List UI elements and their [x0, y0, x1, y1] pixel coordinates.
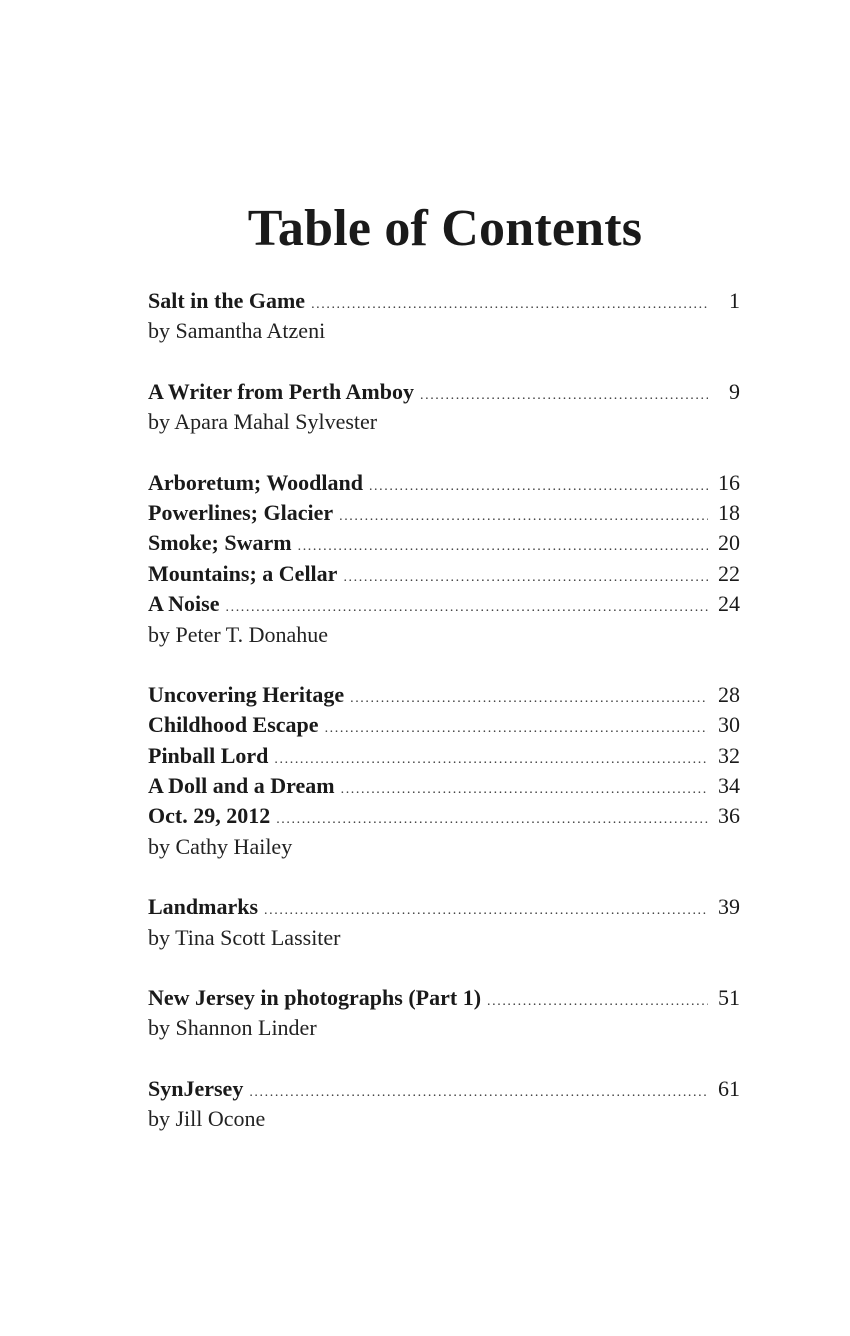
- dot-leader: [350, 684, 708, 714]
- entry-title: Uncovering Heritage: [148, 681, 345, 707]
- entry-title: Oct. 29, 2012: [148, 803, 271, 829]
- dot-leader: [420, 381, 708, 411]
- toc-entry: [148, 801, 740, 831]
- dot-leader: [343, 563, 708, 593]
- dot-leader: [369, 472, 708, 502]
- toc-entry: [148, 680, 740, 710]
- entry-author: by Apara Mahal Sylvester: [148, 409, 378, 435]
- dot-leader: [325, 714, 708, 744]
- toc-section: [148, 680, 740, 862]
- entry-author: by Shannon Linder: [148, 1015, 317, 1041]
- dot-leader: [298, 532, 708, 562]
- page-number: 18: [718, 499, 740, 525]
- page-number: 51: [718, 985, 740, 1011]
- entry-author: by Cathy Hailey: [148, 833, 293, 859]
- dot-leader: [339, 502, 708, 532]
- entry-title: SynJersey: [148, 1075, 244, 1101]
- toc-entry: [148, 377, 740, 407]
- entry-title: Mountains; a Cellar: [148, 560, 338, 586]
- toc-entry: [148, 589, 740, 619]
- dot-leader: [276, 805, 708, 835]
- dot-leader: [311, 290, 708, 320]
- page-number: 22: [718, 560, 740, 586]
- toc-entry: [148, 892, 740, 922]
- page-number: 61: [718, 1075, 740, 1101]
- toc-section: [148, 468, 740, 650]
- toc-entry: [148, 286, 740, 316]
- dot-leader: [274, 745, 708, 775]
- page-number: 36: [718, 803, 740, 829]
- toc-section: [148, 286, 740, 347]
- toc-section: [148, 892, 740, 953]
- toc-entry: [148, 983, 740, 1013]
- entry-title: Salt in the Game: [148, 288, 306, 313]
- toc-entry: [148, 1074, 740, 1104]
- page-number: 1: [729, 288, 740, 313]
- toc-section: [148, 983, 740, 1044]
- entry-author: by Samantha Atzeni: [148, 318, 326, 344]
- page-number: 30: [718, 712, 740, 738]
- entry-author: by Jill Ocone: [148, 1106, 266, 1132]
- toc-entry: [148, 741, 740, 771]
- entry-author: by Peter T. Donahue: [148, 621, 329, 647]
- page-number: 34: [718, 773, 740, 799]
- table-of-contents: [148, 286, 740, 1165]
- page-number: 32: [718, 742, 740, 768]
- page-title: Table of Contents: [247, 199, 643, 257]
- page-number: 39: [718, 894, 740, 920]
- toc-entry: [148, 468, 740, 498]
- page-number: 9: [729, 378, 740, 404]
- entry-title: New Jersey in photographs (Part 1): [148, 985, 482, 1011]
- dot-leader: [487, 987, 708, 1017]
- dot-leader: [341, 775, 708, 805]
- page-number: 20: [718, 530, 740, 556]
- dot-leader: [226, 593, 709, 623]
- entry-title: A Noise: [148, 591, 220, 617]
- entry-title: A Writer from Perth Amboy: [148, 378, 414, 404]
- entry-author: by Tina Scott Lassiter: [148, 924, 341, 950]
- toc-entry: [148, 771, 740, 801]
- entry-title: Childhood Escape: [148, 712, 319, 738]
- entry-title: A Doll and a Dream: [148, 773, 335, 799]
- toc-entry: [148, 498, 740, 528]
- toc-section: [148, 377, 740, 438]
- toc-entry: [148, 528, 740, 558]
- entry-title: Pinball Lord: [148, 742, 269, 768]
- toc-entry: [148, 559, 740, 589]
- page-number: 28: [718, 681, 740, 707]
- toc-entry: [148, 710, 740, 740]
- entry-title: Smoke; Swarm: [148, 530, 292, 556]
- toc-section: [148, 1074, 740, 1135]
- page-number: 16: [718, 469, 740, 495]
- entry-title: Landmarks: [148, 894, 259, 920]
- entry-title: Powerlines; Glacier: [148, 499, 334, 525]
- entry-title: Arboretum; Woodland: [148, 469, 363, 495]
- page-number: 24: [718, 591, 740, 617]
- dot-leader: [249, 1078, 708, 1108]
